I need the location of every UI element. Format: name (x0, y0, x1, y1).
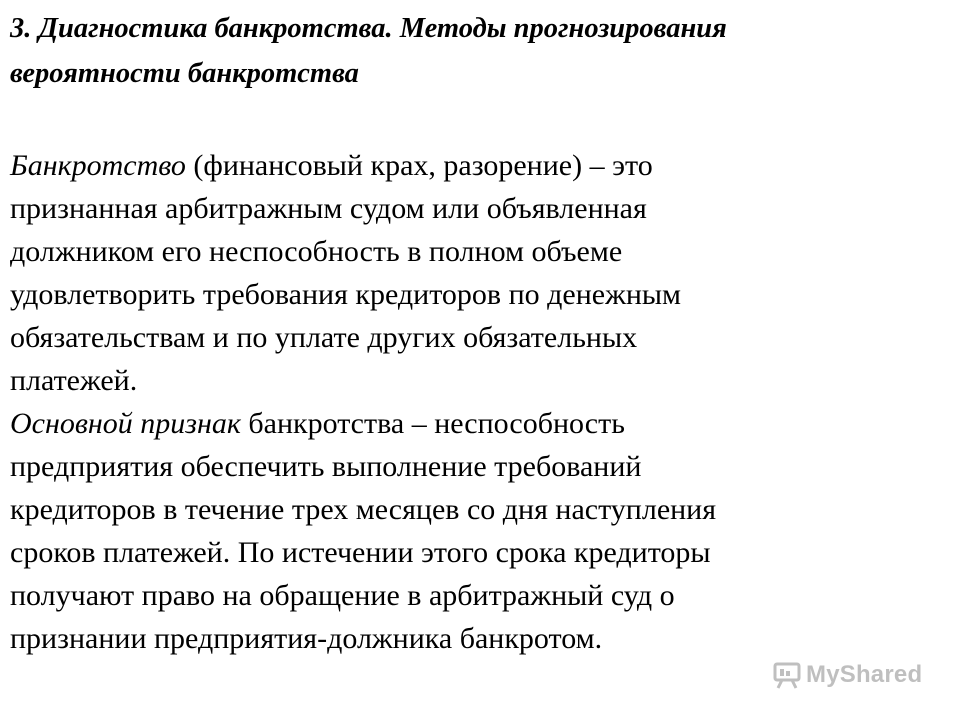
main-sign-line-4: сроков платежей. По истечении этого срока кредиторы (10, 536, 711, 569)
definition-line-2: признанная арбитражным судом или объявленная (10, 192, 647, 225)
presentation-board-icon (772, 660, 802, 690)
main-sign-line-1 (10, 402, 955, 445)
definition-line-5: обязательствам и по уплате других обязательных (10, 321, 638, 354)
definition-line-4: удовлетворить требования кредиторов по денежным (10, 278, 682, 311)
definition-term: Банкротство (10, 149, 186, 182)
title-line-1: 3. Диагностика банкротства. Методы прогнозирования (10, 13, 727, 44)
slide-title (10, 6, 955, 96)
title-line-2: вероятности банкротства (10, 58, 359, 89)
spacer (10, 96, 955, 144)
main-sign-text-1: банкротства – неспособность (240, 407, 625, 440)
main-sign-line-3: кредиторов в течение трех месяцев со дня наступления (10, 493, 717, 526)
definition-text-1: (финансовый крах, разорение) – это (185, 149, 653, 182)
watermark-logo (772, 655, 932, 695)
definition-paragraph (10, 144, 955, 402)
definition-line-3: должником его неспособность в полном объеме (10, 235, 623, 268)
definition-line-1 (10, 144, 955, 187)
definition-line-6: платежей. (10, 364, 138, 397)
main-sign-line-5: получают право на обращение в арбитражный суд о (10, 579, 675, 612)
main-sign-line-6: признании предприятия-должника банкротом. (10, 622, 603, 655)
slide-content (10, 6, 955, 660)
main-sign-term: Основной признак (10, 407, 241, 440)
main-sign-line-2: предприятия обеспечить выполнение требований (10, 450, 642, 483)
watermark-text: MyShared (806, 661, 923, 688)
main-sign-paragraph (10, 402, 955, 660)
